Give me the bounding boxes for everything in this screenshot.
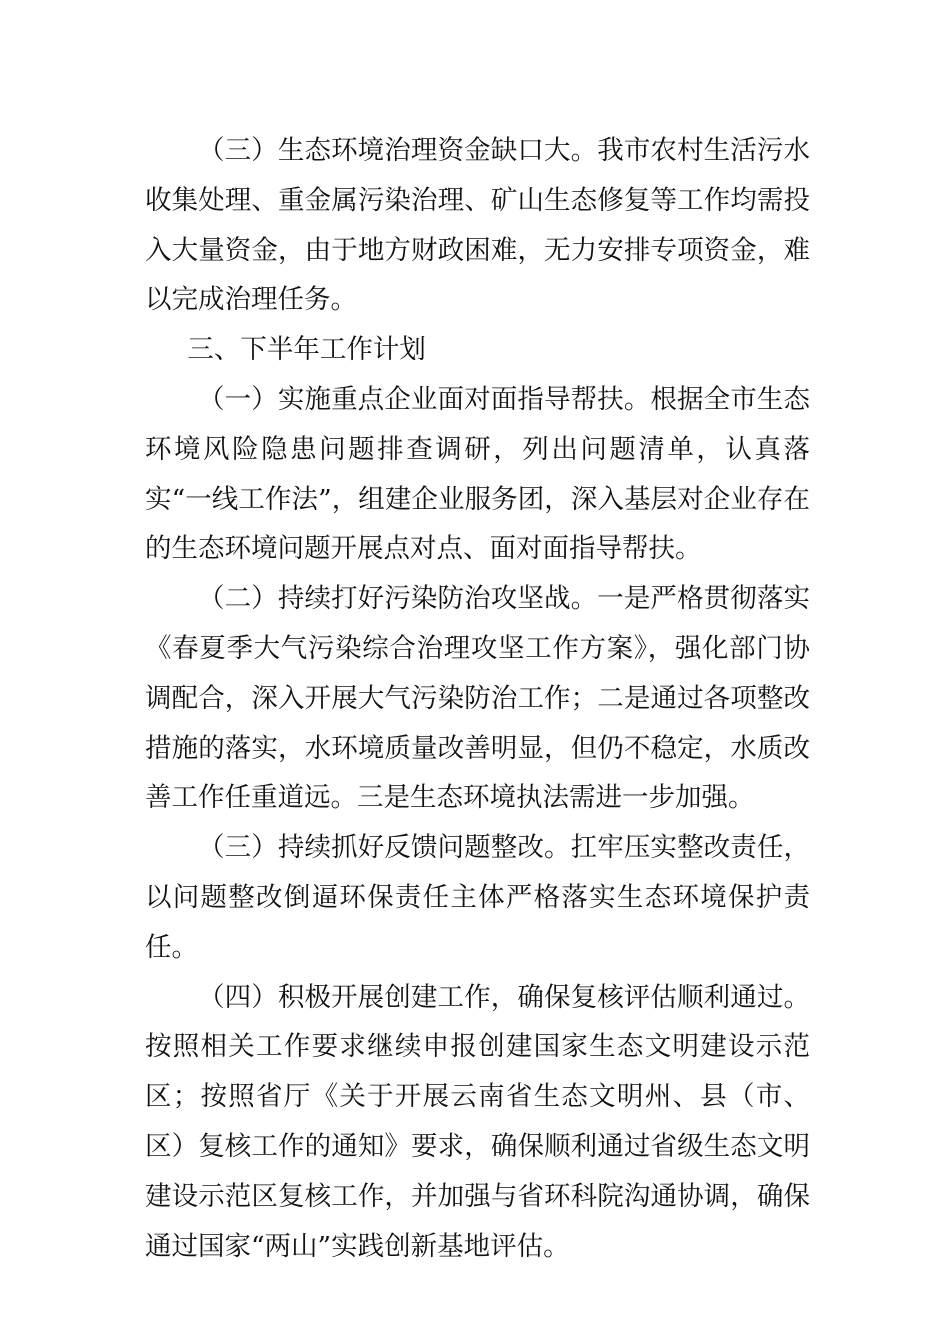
paragraph-pollution-prevention: （二）持续打好污染防治攻坚战。一是严格贯彻落实《春夏季大气污染综合治理攻坚工作方案》，强化部门协调配合，深入开展大气污染防治工作；二是通过各项整改措施的落实，水环境质量改善明显，但仍不稳定，水质改善工作任重道远。三是生态环境执法需进一步加强。 [145,583,810,814]
document-body [145,126,810,1271]
paragraph-rectification: （三）持续抓好反馈问题整改。扛牢压实整改责任，以问题整改倒逼环保责任主体严格落实生态环境保护责任。 [145,832,810,963]
paragraph-creation-work: （四）积极开展创建工作，确保复核评估顺利通过。按照相关工作要求继续申报创建国家生态文明建设示范区；按照省厅《关于开展云南省生态文明州、县（市、区）复核工作的通知》要求，确保顺利通过省级生态文明建设示范区复核工作，并加强与省环科院沟通协调，确保通过国家“两山”实践创新基地评估。 [145,981,810,1262]
section-heading-work-plan: 三、下半年工作计划 [187,334,426,366]
paragraph-enterprise-guidance: （一）实施重点企业面对面指导帮扶。根据全市生态环境风险隐患问题排查调研，列出问题清单，认真落实“一线工作法”，组建企业服务团，深入基层对企业存在的生态环境问题开展点对点、面对面指导帮扶。 [145,383,810,565]
paragraph-funding-gap: （三）生态环境治理资金缺口大。我市农村生活污水收集处理、重金属污染治理、矿山生态修复等工作均需投入大量资金，由于地方财政困难，无力安排专项资金，难以完成治理任务。 [145,135,810,316]
